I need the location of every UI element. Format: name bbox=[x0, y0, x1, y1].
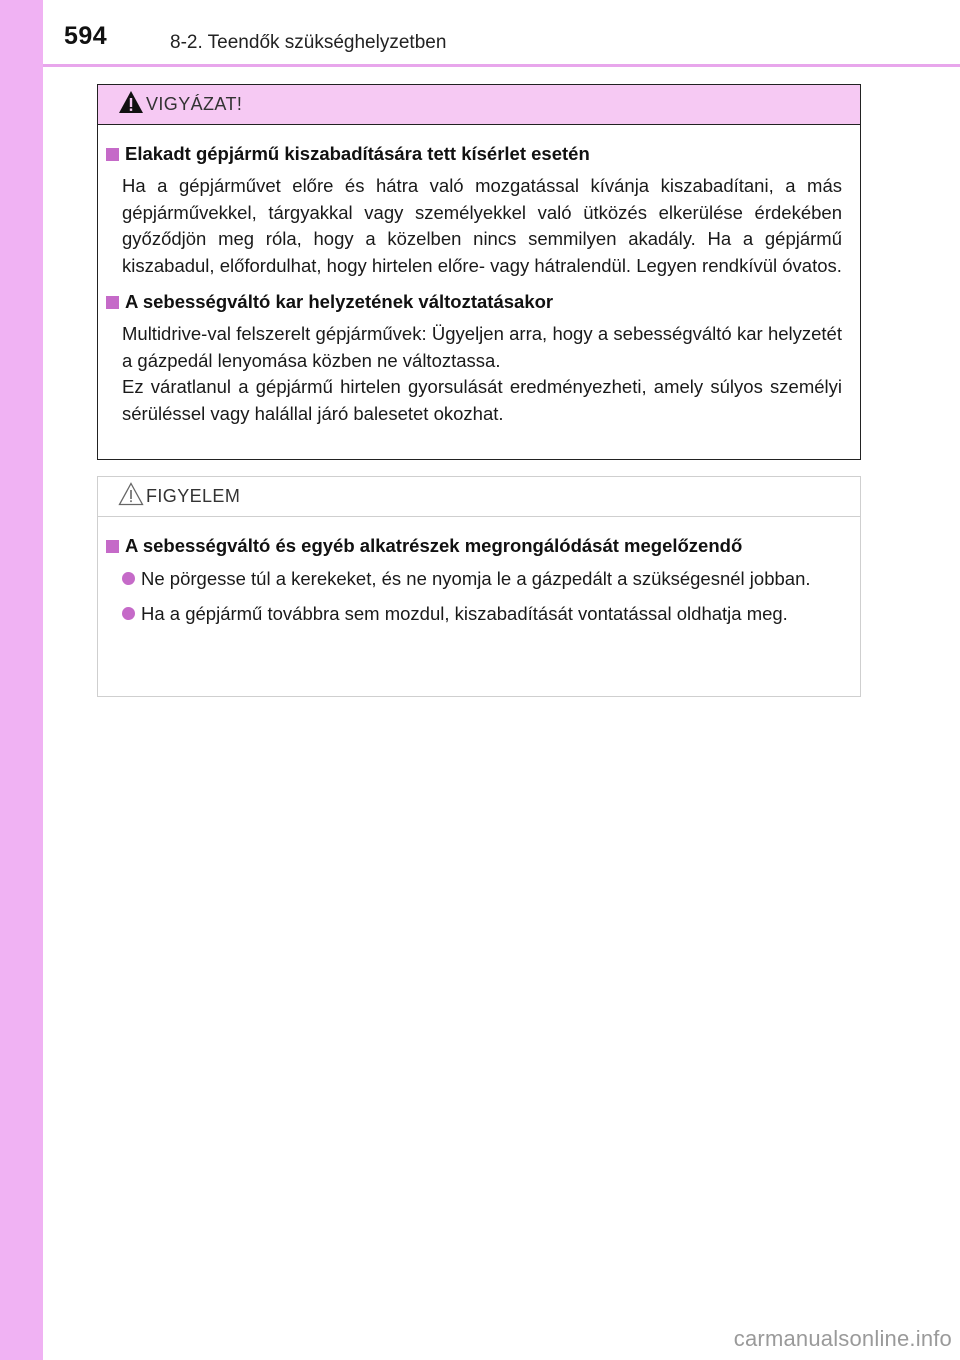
circle-bullet-icon bbox=[122, 607, 135, 620]
caution-body bbox=[98, 125, 860, 427]
list-item-text: Ha a gépjármű továbbra sem mozdul, kiszabadítását vontatással oldhatja meg. bbox=[141, 603, 788, 624]
page-header bbox=[0, 0, 960, 66]
caution-box bbox=[97, 84, 861, 460]
paragraph: Ez váratlanul a gépjármű hirtelen gyorsulását eredményezheti, amely súlyos személyi sérüléssel vagy halállal járó balesetet okozhat. bbox=[122, 376, 842, 424]
list-item bbox=[122, 600, 842, 627]
side-color-strip bbox=[0, 0, 43, 1360]
circle-bullet-icon bbox=[122, 572, 135, 585]
square-bullet-icon bbox=[106, 540, 119, 553]
notice-body bbox=[98, 517, 860, 627]
paragraph: Multidrive-val felszerelt gépjárművek: Ügyeljen arra, hogy a sebességváltó kar helyzetét a gázpedál lenyomása közben ne változtassa. bbox=[122, 323, 842, 371]
notice-title: FIGYELEM bbox=[146, 486, 241, 506]
section-heading-text: A sebességváltó és egyéb alkatrészek megrongálódását megelőzendő bbox=[125, 535, 743, 556]
paragraph: Ha a gépjárművet előre és hátra való mozgatással kívánja kiszabadítani, a más gépjárművekkel, tárgyakkal vagy személyekkel való ütközés elkerülése érdekében győződjön meg róla, hogy a közelben nincs semmilyen akadály. Ha a gépjármű kiszabadul, előfordulhat, hogy hirtelen előre- vagy hátralendül. Legyen rendkívül óvatos. bbox=[122, 175, 842, 276]
watermark: carmanualsonline.info bbox=[733, 1326, 952, 1351]
caution-title: VIGYÁZAT! bbox=[146, 94, 243, 114]
section-heading-text: A sebességváltó kar helyzetének változtatásakor bbox=[125, 291, 554, 312]
list-item-text: Ne pörgesse túl a kerekeket, és ne nyomja le a gázpedált a szükségesnél jobban. bbox=[141, 568, 811, 589]
warning-triangle-outline-icon bbox=[118, 482, 144, 506]
notice-box bbox=[97, 476, 861, 697]
list-item bbox=[122, 565, 842, 592]
warning-triangle-filled-icon bbox=[118, 90, 144, 114]
section-heading bbox=[106, 535, 842, 557]
section-heading bbox=[106, 143, 842, 165]
section-heading bbox=[106, 291, 842, 313]
header-divider bbox=[43, 64, 960, 67]
square-bullet-icon bbox=[106, 296, 119, 309]
square-bullet-icon bbox=[106, 148, 119, 161]
page-number: 594 bbox=[64, 22, 108, 50]
notice-box-header bbox=[98, 477, 860, 517]
section-heading-text: Elakadt gépjármű kiszabadítására tett kísérlet esetén bbox=[125, 143, 590, 164]
chapter-title: 8-2. Teendők szükséghelyzetben bbox=[170, 32, 447, 53]
caution-box-header bbox=[98, 85, 860, 125]
